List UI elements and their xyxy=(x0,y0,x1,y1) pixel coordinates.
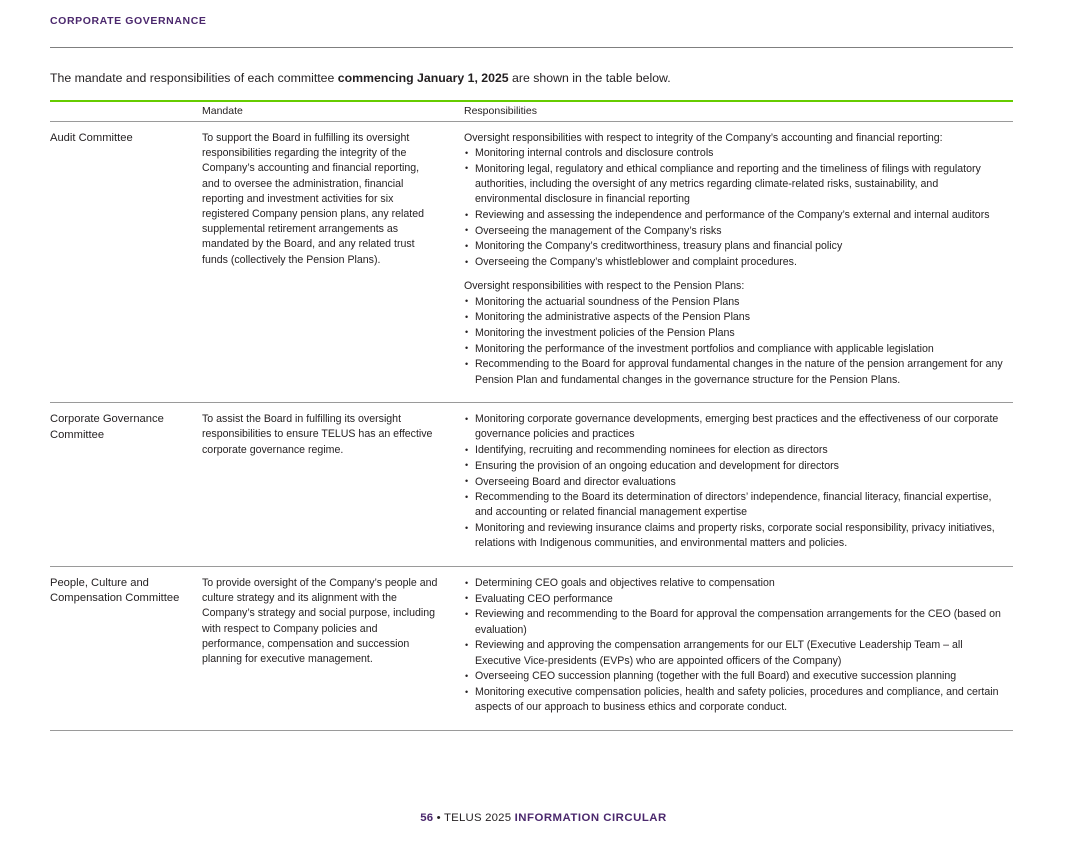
responsibility-group xyxy=(464,576,1003,715)
responsibility-group xyxy=(464,131,1003,270)
committee-name-cell: Audit Committee xyxy=(50,122,190,403)
table-body xyxy=(50,122,1013,731)
responsibility-bullet: • Monitoring legal, regulatory and ethical compliance and reporting and the timeliness of filings with regulatory authorities, including the oversight of any metrics regarding climate-related risks, sustainability, and environmental disclosure in financial reporting xyxy=(464,162,1003,208)
mandate-cell: To support the Board in fulfilling its oversight responsibilities regarding the integrity of the Company’s accounting and financial reporting, and to oversee the administration, financial reporting and investment activities for six registered Company pension plans, any related supplemental retirement arrangements as mandated by the Board, and any related trust funds (collectively the Pension Plans). xyxy=(190,122,452,403)
page-footer xyxy=(0,812,1087,824)
responsibility-group xyxy=(464,412,1003,551)
responsibility-bullet: • Monitoring the Company’s creditworthiness, treasury plans and financial policy xyxy=(464,239,1003,254)
responsibility-group xyxy=(464,279,1003,387)
responsibility-bullet: • Monitoring executive compensation policies, health and safety policies, procedures and compliance, and certain aspects of our approach to business ethics and corporate conduct. xyxy=(464,685,1003,715)
responsibility-bullet-list xyxy=(464,576,1003,715)
responsibility-bullet: • Recommending to the Board for approval fundamental changes in the nature of the pension arrangement for any Pension Plan and fundamental changes in the governance structure for the Pension Plans. xyxy=(464,357,1003,387)
table-header xyxy=(50,101,1013,122)
responsibility-bullet: • Overseeing the management of the Company’s risks xyxy=(464,224,1003,239)
section-header-label: CORPORATE GOVERNANCE xyxy=(50,15,207,27)
responsibility-bullet: • Monitoring the investment policies of the Pension Plans xyxy=(464,326,1003,341)
footer-page-number: 56 xyxy=(420,812,434,824)
committee-name-cell: People, Culture and Compensation Committee xyxy=(50,567,190,731)
committee-mandate-table xyxy=(50,100,1013,731)
footer-separator: • TELUS 2025 xyxy=(433,812,515,824)
responsibility-bullet: • Monitoring the administrative aspects of the Pension Plans xyxy=(464,310,1003,325)
mandate-cell: To provide oversight of the Company’s people and culture strategy and its alignment with the Company’s strategy and social purpose, including with respect to Company policies and performance, compensation and succession planning for executive management. xyxy=(190,567,452,731)
responsibilities-cell xyxy=(452,567,1013,731)
responsibility-group-lead: Oversight responsibilities with respect to integrity of the Company’s accounting and financial reporting: xyxy=(464,132,943,144)
responsibility-bullet: • Recommending to the Board its determination of directors’ independence, financial literacy, financial expertise, and accounting or related financial management expertise xyxy=(464,490,1003,520)
responsibility-bullet-list xyxy=(464,295,1003,388)
responsibility-bullet: • Ensuring the provision of an ongoing education and development for directors xyxy=(464,459,1003,474)
responsibility-bullet-list xyxy=(464,412,1003,551)
responsibilities-cell xyxy=(452,403,1013,567)
responsibility-bullet: • Reviewing and approving the compensation arrangements for our ELT (Executive Leadership Team – all Executive Vice-presidents (EVPs) who are appointed officers of the Company) xyxy=(464,638,1003,668)
responsibility-bullet: • Reviewing and assessing the independence and performance of the Company’s external and internal auditors xyxy=(464,208,1003,223)
responsibility-bullet-list xyxy=(464,146,1003,270)
table-row xyxy=(50,403,1013,567)
column-header-mandate: Mandate xyxy=(190,101,452,122)
responsibility-bullet: • Monitoring the performance of the investment portfolios and compliance with applicable legislation xyxy=(464,342,1003,357)
committee-mandate-table-wrapper xyxy=(50,100,1013,731)
committee-name-cell: Corporate Governance Committee xyxy=(50,403,190,567)
responsibility-bullet: • Monitoring and reviewing insurance claims and property risks, corporate social responsibility, privacy initiatives, relations with Indigenous communities, and environmental matters and policies. xyxy=(464,521,1003,551)
table-row xyxy=(50,567,1013,731)
responsibility-group-lead: Oversight responsibilities with respect to the Pension Plans: xyxy=(464,280,745,293)
responsibility-bullet: • Monitoring internal controls and disclosure controls xyxy=(464,146,1003,161)
header-divider xyxy=(50,47,1013,48)
mandate-cell: To assist the Board in fulfilling its oversight responsibilities to ensure TELUS has an effective corporate governance regime. xyxy=(190,403,452,567)
table-row xyxy=(50,122,1013,403)
intro-paragraph xyxy=(50,70,1013,86)
table-header-row xyxy=(50,101,1013,122)
responsibility-bullet: • Overseeing Board and director evaluations xyxy=(464,475,1003,490)
footer-document-title: INFORMATION CIRCULAR xyxy=(514,812,667,824)
intro-text-before: The mandate and responsibilities of each committee xyxy=(50,71,338,85)
responsibility-bullet: • Overseeing the Company’s whistleblower and complaint procedures. xyxy=(464,255,1003,270)
intro-text-bold: commencing January 1, 2025 xyxy=(337,71,509,85)
column-header-committee xyxy=(50,101,190,122)
responsibility-bullet: • Reviewing and recommending to the Board for approval the compensation arrangements for the CEO (based on evaluation) xyxy=(464,607,1003,637)
responsibility-bullet: • Monitoring corporate governance developments, emerging best practices and the effectiveness of our corporate governance policies and practices xyxy=(464,412,1003,442)
responsibility-bullet: • Monitoring the actuarial soundness of the Pension Plans xyxy=(464,295,1003,310)
responsibility-bullet: • Determining CEO goals and objectives relative to compensation xyxy=(464,576,1003,591)
intro-text-after: are shown in the table below. xyxy=(508,71,671,85)
column-header-responsibilities: Responsibilities xyxy=(452,101,1013,122)
responsibility-bullet: • Evaluating CEO performance xyxy=(464,592,1003,607)
responsibility-bullet: • Overseeing CEO succession planning (together with the full Board) and executive succession planning xyxy=(464,669,1003,684)
responsibility-bullet: • Identifying, recruiting and recommending nominees for election as directors xyxy=(464,443,1003,458)
responsibilities-cell xyxy=(452,122,1013,403)
